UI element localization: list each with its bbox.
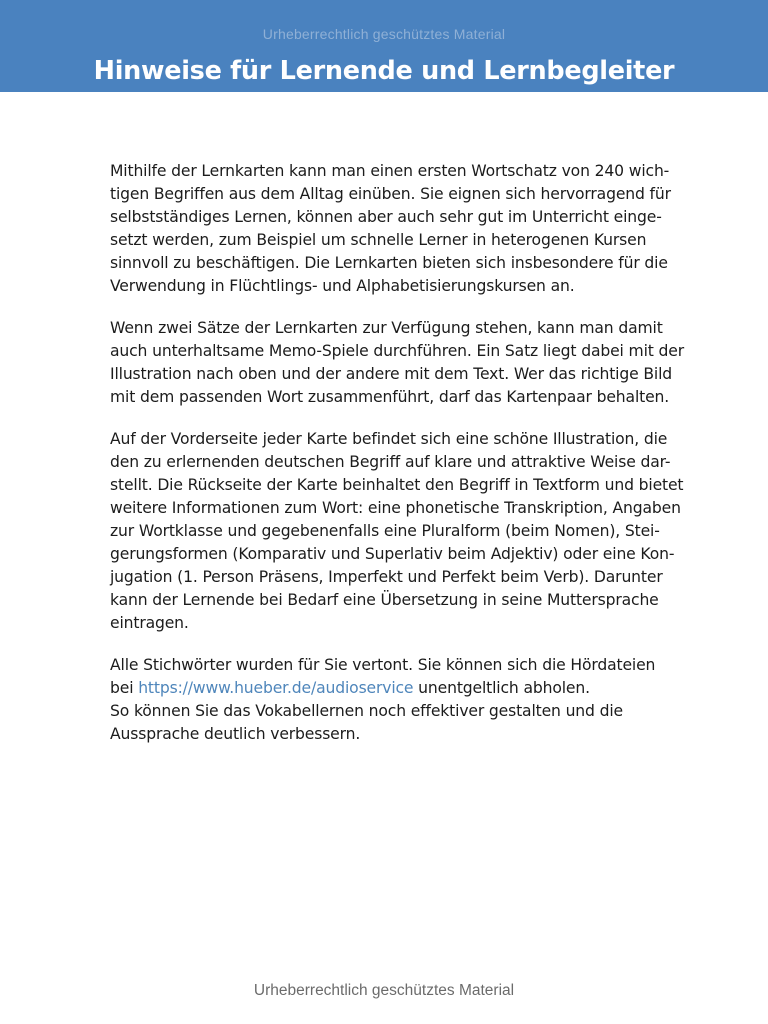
text-line: den zu erlernenden deutschen Begriff auf klare und attraktive Weise dar- xyxy=(110,453,671,471)
text-fragment: unentgeltlich abholen. xyxy=(413,679,590,697)
text-line: stellt. Die Rückseite der Karte beinhaltet den Begriff in Textform und bietet xyxy=(110,476,684,494)
text-line: mit dem passenden Wort zusammenführt, darf das Kartenpaar behalten. xyxy=(110,388,670,406)
text-line: selbstständiges Lernen, können aber auch sehr gut im Unterricht einge- xyxy=(110,208,662,226)
text-fragment: bei xyxy=(110,679,139,697)
text-line: gerungsformen (Komparativ und Superlativ beim Adjektiv) oder eine Kon- xyxy=(110,545,675,563)
paragraph-memo-games xyxy=(110,317,684,409)
page-title: Hinweise für Lernende und Lernbegleiter xyxy=(93,56,675,86)
header-banner xyxy=(0,0,768,92)
text-line: kann der Lernende bei Bedarf eine Übersetzung in seine Muttersprache xyxy=(110,591,659,609)
text-line: Verwendung in Flüchtlings- und Alphabetisierungskursen an. xyxy=(110,277,575,295)
text-line: Illustration nach oben und der andere mit dem Text. Wer das richtige Bild xyxy=(110,365,673,383)
paragraph-audio xyxy=(110,654,680,746)
text-line: Mithilfe der Lernkarten kann man einen ersten Wortschatz von 240 wich- xyxy=(110,162,670,180)
paragraph-intro xyxy=(110,160,680,298)
text-line: Aussprache deutlich verbessern. xyxy=(110,725,361,743)
text-line-with-link xyxy=(110,677,680,700)
text-line: tigen Begriffen aus dem Alltag einüben. Sie eignen sich hervorragend für xyxy=(110,185,671,203)
text-line: Auf der Vorderseite jeder Karte befindet sich eine schöne Illustration, die xyxy=(110,430,668,448)
text-line: jugation (1. Person Präsens, Imperfekt und Perfekt beim Verb). Darunter xyxy=(110,568,663,586)
copyright-watermark-bottom: Urheberrechtlich geschütztes Material xyxy=(253,982,515,999)
text-line: sinnvoll zu beschäftigen. Die Lernkarten bieten sich insbesondere für die xyxy=(110,254,668,272)
text-line: weitere Informationen zum Wort: eine phonetische Transkription, Angaben xyxy=(110,499,681,517)
text-line: zur Wortklasse und gegebenenfalls eine Pluralform (beim Nomen), Stei- xyxy=(110,522,660,540)
text-line: eintragen. xyxy=(110,614,189,632)
paragraph-card-description xyxy=(110,428,684,635)
text-line: So können Sie das Vokabellernen noch effektiver gestalten und die xyxy=(110,702,623,720)
text-line: auch unterhaltsame Memo-Spiele durchführen. Ein Satz liegt dabei mit der xyxy=(110,342,684,360)
main-content xyxy=(110,160,684,765)
text-line: Wenn zwei Sätze der Lernkarten zur Verfügung stehen, kann man damit xyxy=(110,319,663,337)
text-line: Alle Stichwörter wurden für Sie vertont. Sie können sich die Hördateien xyxy=(110,656,656,674)
audioservice-link[interactable]: https://www.hueber.de/audioservice xyxy=(138,679,414,697)
text-line: setzt werden, zum Beispiel um schnelle Lerner in heterogenen Kursen xyxy=(110,231,647,249)
copyright-watermark-top: Urheberrechtlich geschütztes Material xyxy=(262,26,506,42)
